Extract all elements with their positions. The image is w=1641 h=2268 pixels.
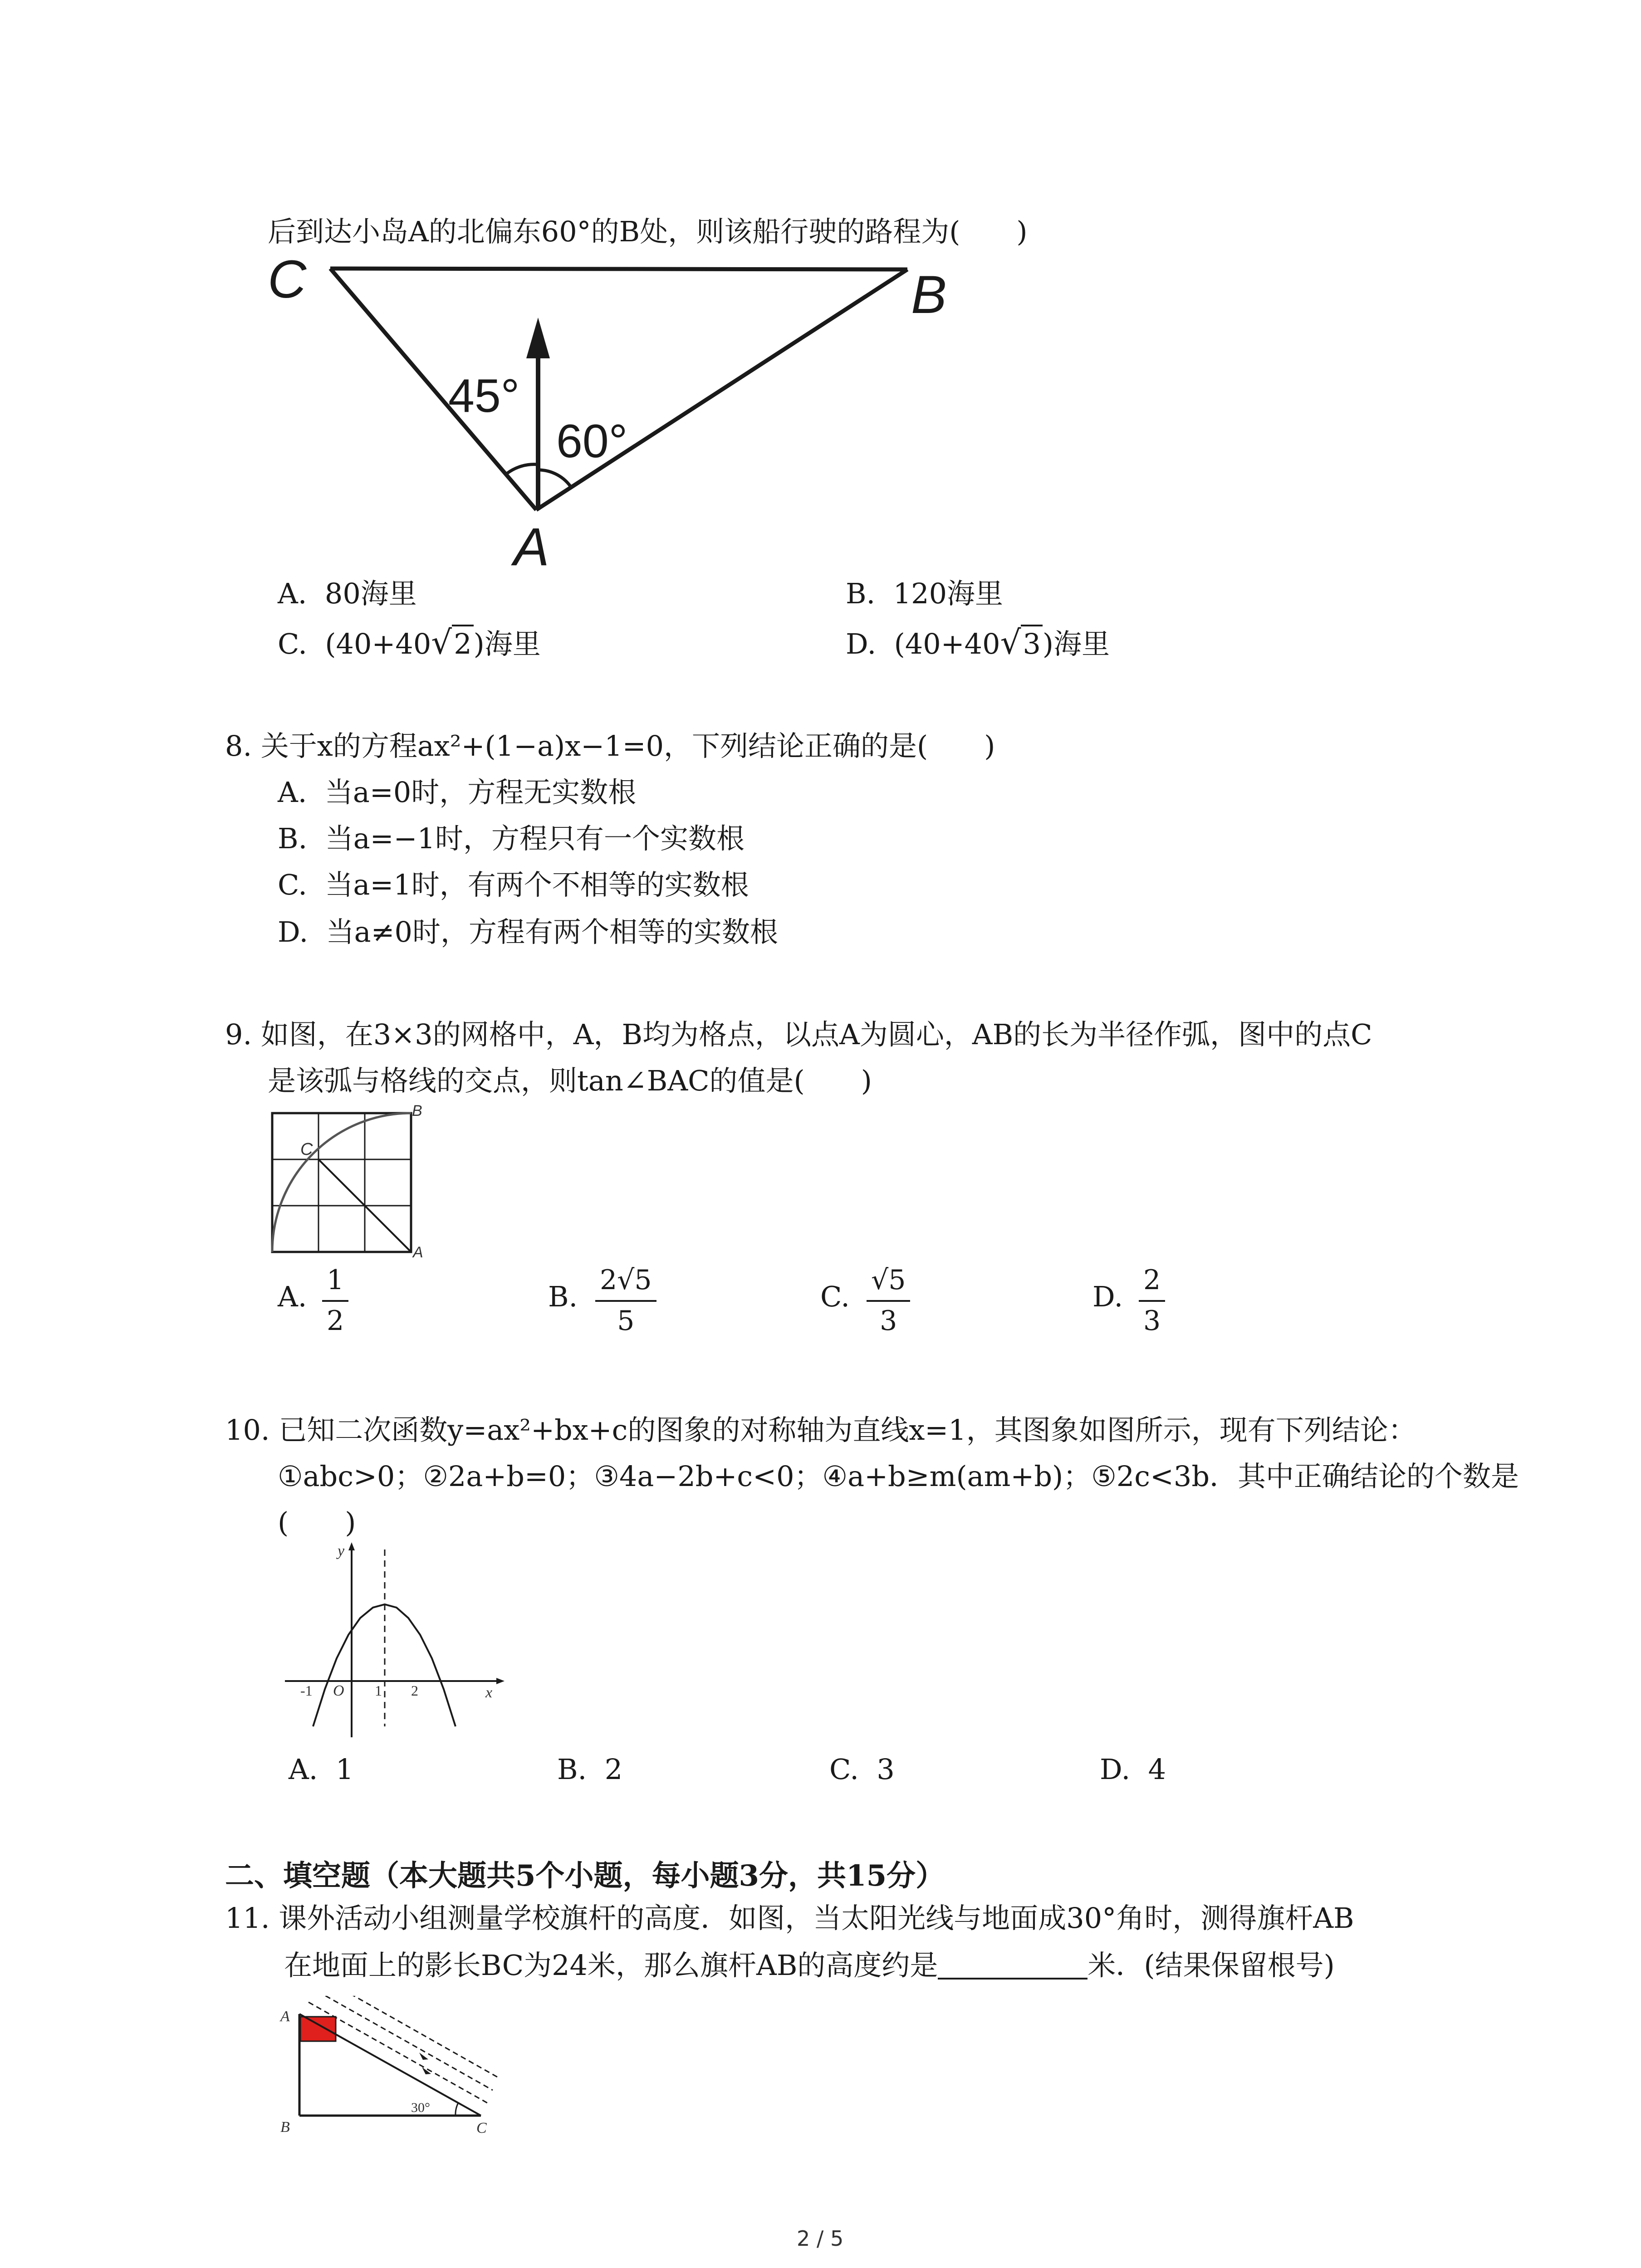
q9-stem-line2: 是该弧与格线的交点，则tan∠BAC的值是( ) [268, 1064, 872, 1097]
q10-label-1: 1 [375, 1682, 382, 1699]
q10-label-origin: O [333, 1682, 344, 1699]
q9-label-a: A [413, 1244, 423, 1261]
radical-icon: √ [431, 623, 452, 661]
page-number: 2 / 5 [797, 2226, 844, 2251]
q7-label-b: B [911, 265, 947, 325]
q7-option-d: D. (40+40√3)海里 [846, 623, 1110, 661]
flag-icon [300, 2017, 336, 2041]
q7-option-b: B. 120海里 [846, 577, 1004, 610]
q10-label-y: y [338, 1543, 345, 1559]
q7-label-a: A [514, 517, 549, 577]
q10-label-2: 2 [411, 1682, 418, 1699]
q10-label-minus1: -1 [300, 1682, 313, 1699]
q9-option-c-letter: C. [820, 1280, 850, 1313]
q10-figure [281, 1538, 517, 1742]
q9-option-a-fraction: $\frac{1}{2}$ [322, 1266, 348, 1334]
q11-stem-line1: 11. 课外活动小组测量学校旗杆的高度．如图，当太阳光线与地面成30°角时，测得旗杆AB [225, 1901, 1354, 1935]
q8-option-d: D. 当a≠0时，方程有两个相等的实数根 [278, 915, 779, 948]
q7-angle-45: 45° [448, 370, 520, 422]
q11-figure [272, 1996, 508, 2150]
q11-angle-30: 30° [411, 2100, 430, 2115]
q8-option-c: C. 当a=1时，有两个不相等的实数根 [278, 868, 749, 901]
q7-option-c: C. (40+40√2)海里 [278, 623, 541, 661]
q10-option-a: A. 1 [289, 1753, 354, 1786]
q9-option-c-fraction: $\frac{√5}{3}$ [867, 1266, 910, 1334]
q9-figure [268, 1102, 440, 1261]
q10-option-d: D. 4 [1100, 1753, 1166, 1786]
q9-option-a-letter: A. [278, 1280, 307, 1313]
q10-stem-line2: ①abc>0；②2a+b=0；③4a−2b+c<0；④a+b≥m(am+b)；⑤2c<3b．其中正确结论的个数是 [278, 1460, 1519, 1493]
q8-stem: 8. 关于x的方程ax²+(1−a)x−1=0，下列结论正确的是( ) [225, 729, 995, 763]
q9-label-b: B [412, 1102, 422, 1119]
q7-angle-60: 60° [556, 415, 628, 468]
q7-figure [254, 245, 998, 590]
q9-option-b-fraction: $\frac{2√5}{5}$ [595, 1266, 656, 1334]
q8-option-a: A. 当a=0时，方程无实数根 [278, 776, 637, 809]
q11-label-a: A [280, 2008, 290, 2025]
q9-option-d-fraction: $\frac{2}{3}$ [1139, 1266, 1165, 1334]
q9-label-c: C [300, 1140, 313, 1159]
q11-label-c: C [476, 2120, 487, 2136]
q10-option-b: B. 2 [557, 1753, 623, 1786]
q9-stem-line1: 9. 如图，在3×3的网格中，A，B均为格点，以点A为圆心，AB的长为半径作弧，图中的点C [225, 1018, 1372, 1051]
q8-option-b: B. 当a=−1时，方程只有一个实数根 [278, 822, 745, 855]
q9-option-d-letter: D. [1092, 1280, 1123, 1313]
q10-stem-line3: ( ) [278, 1506, 356, 1539]
q7-option-a: A. 80海里 [278, 577, 417, 610]
q9-option-b-letter: B. [548, 1280, 578, 1313]
q7-label-c: C [268, 249, 307, 309]
radical-icon: √ [1000, 623, 1021, 661]
section-heading: 二、填空题（本大题共5个小题，每小题3分，共15分） [225, 1859, 945, 1893]
q11-label-b: B [280, 2119, 290, 2136]
q10-option-c: C. 3 [829, 1753, 895, 1786]
q7-stem: 后到达小岛A的北偏东60°的B处，则该船行驶的路程为( ) [268, 215, 1028, 248]
answer-blank[interactable] [938, 1952, 1087, 1980]
q11-stem-line2: 在地面上的影长BC为24米，那么旗杆AB的高度约是 米．(结果保留根号) [284, 1949, 1335, 1982]
q10-stem-line1: 10. 已知二次函数y=ax²+bx+c的图象的对称轴为直线x=1，其图象如图所示，现有下列结论： [225, 1413, 1416, 1447]
q10-label-x: x [485, 1684, 493, 1701]
